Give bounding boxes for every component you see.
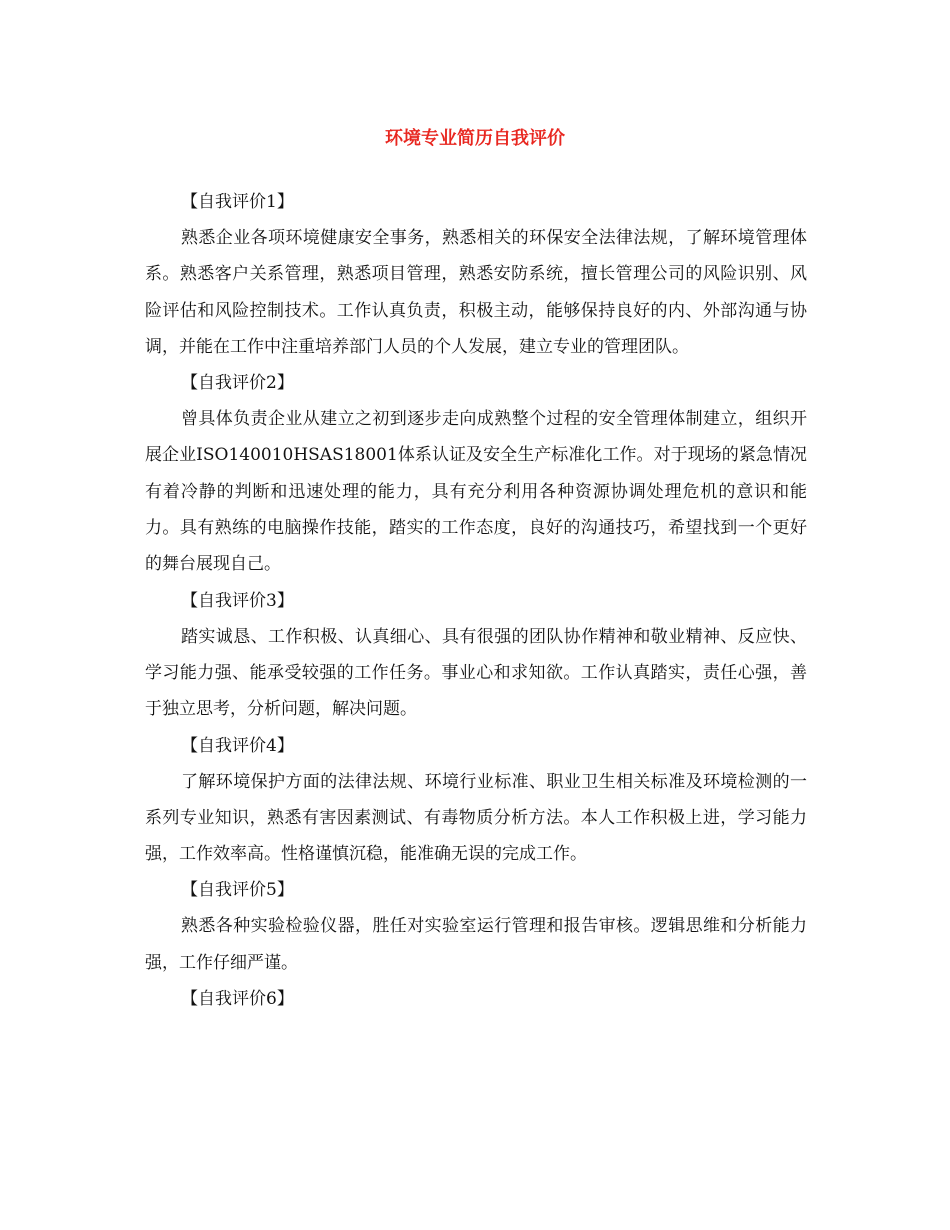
section-heading-2: 【自我评价2】: [181, 373, 294, 394]
section-body-4: 了解环境保护方面的法律法规、环境行业标准、职业卫生相关标准及环境检测的一系列专业知识，熟悉有害因素测试、有毒物质分析方法。本人工作积极上进，学习能力强，工作效率高。性格谨慎沉稳，能准确无误的完成工作。: [145, 771, 807, 865]
document-title: 环境专业简历自我评价: [385, 128, 565, 149]
section-heading-4: 【自我评价4】: [181, 735, 294, 756]
section-heading-1: 【自我评价1】: [181, 192, 294, 212]
section-body-1: 熟悉企业各项环境健康安全事务，熟悉相关的环保安全法律法规，了解环境管理体系。熟悉客户关系管理，熟悉项目管理，熟悉安防系统，擅长管理公司的风险识别、风险评估和风险控制技术。工作认真负责，积极主动，能够保持良好的内、外部沟通与协调，并能在工作中注重培养部门人员的个人发展，建立专业的管理团队。: [145, 228, 807, 357]
section-heading-6: 【自我评价6】: [181, 989, 294, 1010]
section-body-2: 曾具体负责企业从建立之初到逐步走向成熟整个过程的安全管理体制建立，组织开展企业ISO140010HSAS18001体系认证及安全生产标准化工作。对于现场的紧急情况有着冷静的判断和迅速处理的能力，具有充分利用各种资源协调处理危机的意识和能力。具有熟练的电脑操作技能，踏实的工作态度，良好的沟通技巧，希望找到一个更好的舞台展现自己。: [145, 409, 807, 575]
document-body: [145, 184, 807, 1017]
section-body-3: 踏实诚恳、工作积极、认真细心、具有很强的团队协作精神和敬业精神、反应快、学习能力强、能承受较强的工作任务。事业心和求知欲。工作认真踏实，责任心强，善于独立思考，分析问题，解决问题。: [145, 626, 807, 720]
section-heading-5: 【自我评价5】: [181, 880, 294, 901]
section-heading-3: 【自我评价3】: [181, 590, 294, 611]
section-body-5: 熟悉各种实验检验仪器，胜任对实验室运行管理和报告审核。逻辑思维和分析能力强，工作仔细严谨。: [145, 916, 807, 973]
